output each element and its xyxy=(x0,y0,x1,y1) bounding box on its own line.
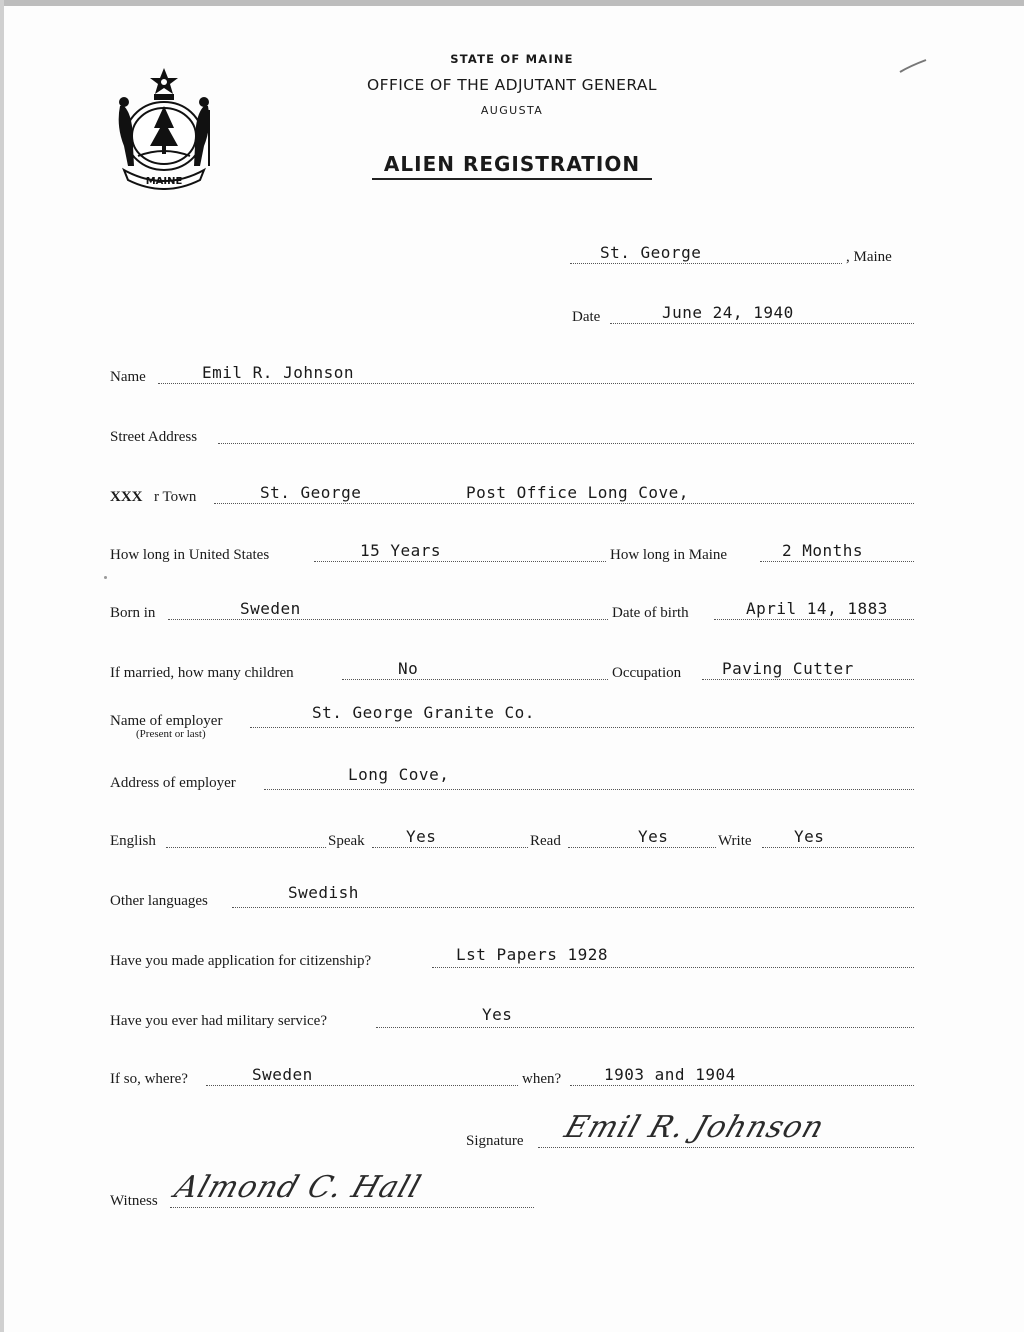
dob-label: Date of birth xyxy=(612,605,689,621)
military-label: Have you ever had military service? xyxy=(110,1013,327,1029)
us-duration-label: How long in United States xyxy=(110,547,270,563)
witness-handwriting: Almond C. Hall xyxy=(170,1170,426,1205)
employer-address-label: Address of employer xyxy=(110,775,236,791)
where-value: Sweden xyxy=(252,1065,313,1084)
header-state: STATE OF MAINE xyxy=(450,52,574,66)
header-office: OFFICE OF THE ADJUTANT GENERAL xyxy=(367,76,657,94)
place-suffix: , Maine xyxy=(846,249,892,265)
witness-label: Witness xyxy=(110,1193,158,1209)
write-value: Yes xyxy=(794,827,825,846)
form-title: ALIEN REGISTRATION xyxy=(383,152,641,176)
citizenship-value: Lst Papers 1928 xyxy=(456,945,608,964)
street-row xyxy=(110,420,914,446)
speak-value: Yes xyxy=(406,827,437,846)
signature-label: Signature xyxy=(466,1133,524,1149)
languages-row xyxy=(110,884,914,910)
read-label: Read xyxy=(530,833,561,849)
citizenship-label: Have you made application for citizenship? xyxy=(110,953,372,969)
us-duration-value: 15 Years xyxy=(360,541,442,560)
children-value: No xyxy=(398,659,419,678)
maine-duration-value: 2 Months xyxy=(782,541,864,560)
place-row xyxy=(570,240,915,266)
born-label: Born in xyxy=(110,605,156,621)
dob-value: April 14, 1883 xyxy=(746,599,888,618)
birth-row xyxy=(110,596,914,622)
when-label: when? xyxy=(522,1071,562,1087)
title-underline xyxy=(372,178,652,180)
scan-edge-left xyxy=(0,0,4,1332)
employer-address-row xyxy=(110,766,914,792)
when-value: 1903 and 1904 xyxy=(604,1065,736,1084)
speak-label: Speak xyxy=(328,833,365,849)
town-value: St. George xyxy=(260,483,362,502)
military-where-row xyxy=(110,1062,914,1088)
post-office-value: Post Office Long Cove, xyxy=(466,483,689,502)
military-value: Yes xyxy=(482,1005,513,1024)
where-label: If so, where? xyxy=(110,1071,188,1087)
maine-duration-label: How long in Maine xyxy=(610,547,728,563)
languages-value: Swedish xyxy=(288,883,359,902)
name-row xyxy=(110,360,914,386)
town-row xyxy=(110,480,914,506)
citizenship-row xyxy=(110,944,914,970)
born-value: Sweden xyxy=(240,599,301,618)
scan-speck xyxy=(104,576,107,579)
town-label-struck: XXX xyxy=(110,489,143,505)
employer-value: St. George Granite Co. xyxy=(312,703,535,722)
town-label: r Town xyxy=(154,489,197,505)
employer-row xyxy=(110,703,914,740)
employer-address-value: Long Cove, xyxy=(348,765,450,784)
pen-mark xyxy=(898,58,928,74)
date-value: June 24, 1940 xyxy=(662,303,794,322)
duration-row xyxy=(110,538,914,564)
date-label: Date xyxy=(572,309,601,325)
signature-handwriting: Emil R. Johnson xyxy=(560,1110,829,1145)
employer-label: Name of employer xyxy=(110,713,223,729)
name-label: Name xyxy=(110,369,146,385)
read-value: Yes xyxy=(638,827,669,846)
write-label: Write xyxy=(718,833,752,849)
seal-label: MAINE xyxy=(145,176,183,187)
street-label: Street Address xyxy=(110,429,198,445)
header-city: AUGUSTA xyxy=(480,104,544,117)
children-row xyxy=(110,656,914,682)
military-row xyxy=(110,1004,914,1030)
scan-edge-top xyxy=(0,0,1024,6)
employer-sublabel: (Present or last) xyxy=(136,728,206,740)
occupation-value: Paving Cutter xyxy=(722,659,854,678)
languages-label: Other languages xyxy=(110,893,208,909)
children-label: If married, how many children xyxy=(110,665,294,681)
english-label: English xyxy=(110,833,156,849)
name-value: Emil R. Johnson xyxy=(202,363,354,382)
english-row xyxy=(110,824,914,850)
place-value: St. George xyxy=(600,243,702,262)
occupation-label: Occupation xyxy=(612,665,682,681)
date-row xyxy=(572,300,914,326)
